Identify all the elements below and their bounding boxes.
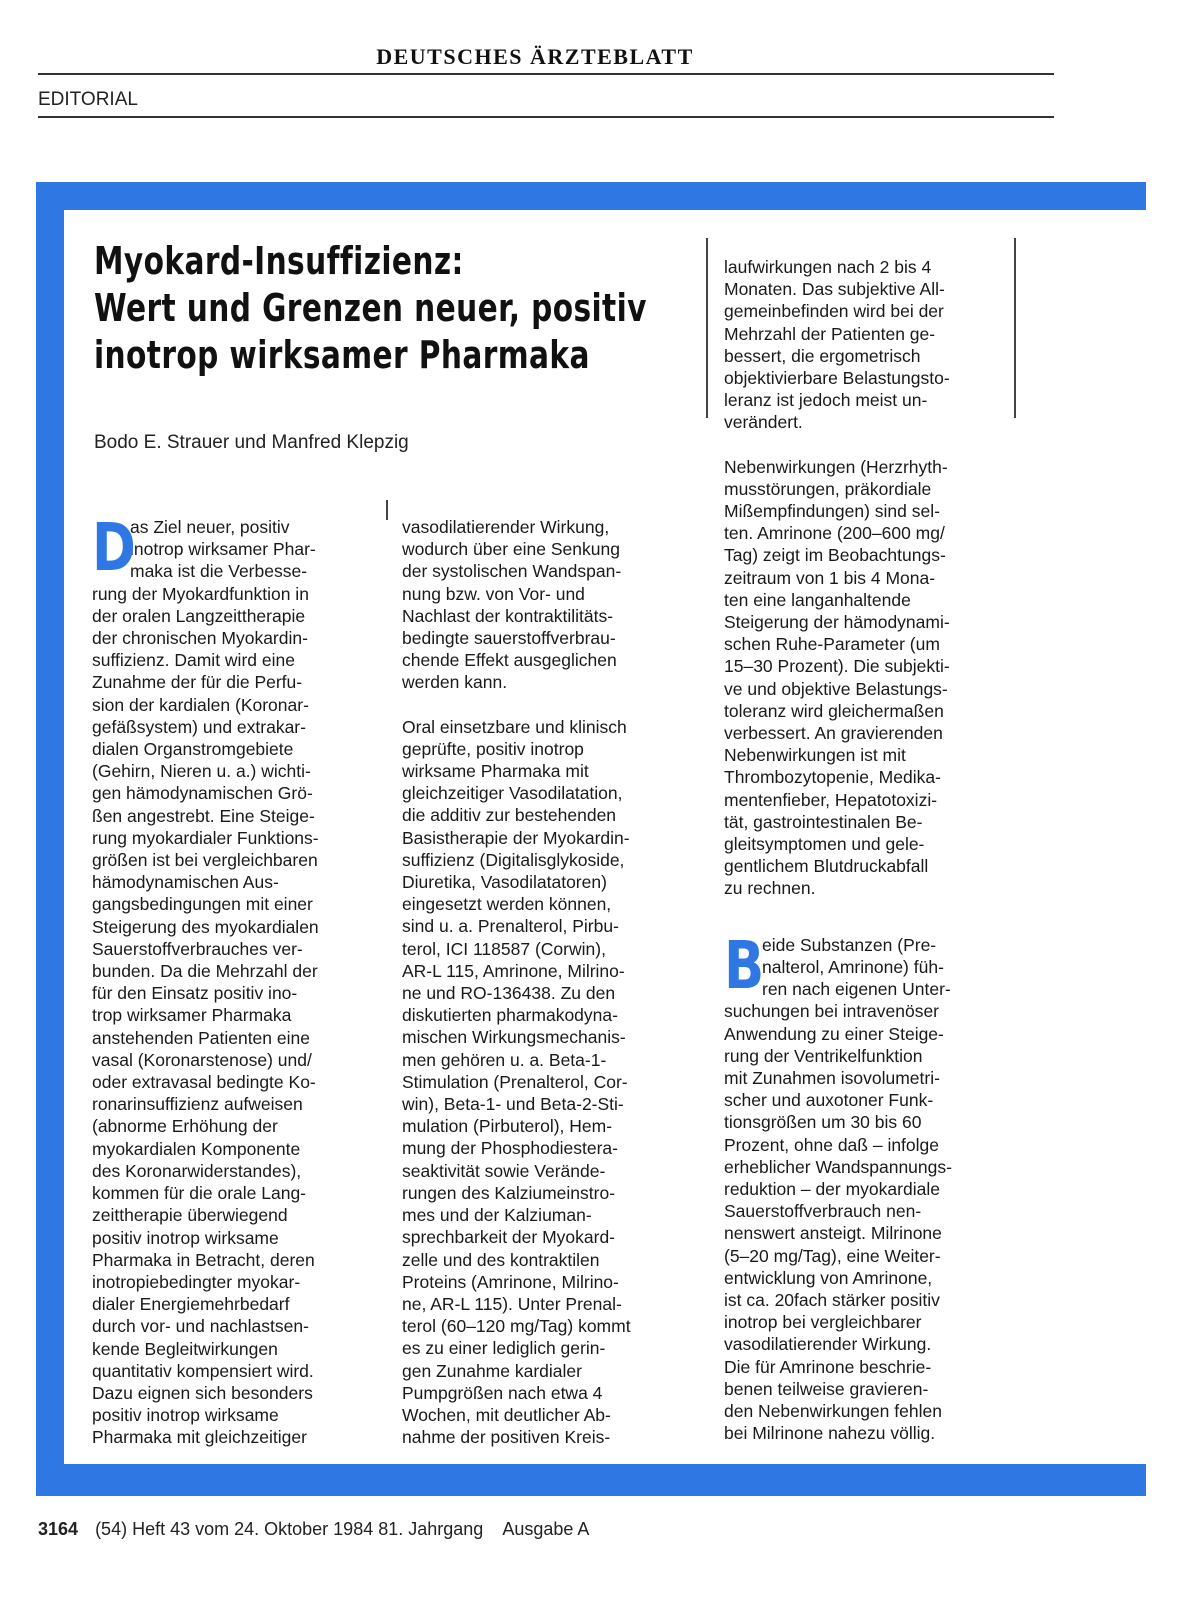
text-line: für den Einsatz positiv ino-	[92, 983, 298, 1004]
text-line: mung der Phosphodiestera-	[402, 1138, 618, 1159]
text-line: eide Substanzen (Pre-	[762, 934, 937, 955]
text-line: vasodilatierender Wirkung.	[724, 1334, 932, 1355]
header-rule-bottom	[38, 116, 1054, 118]
text-line: suffizienz. Damit wird eine	[92, 650, 295, 671]
title-line: inotrop wirksamer Pharmaka	[94, 333, 590, 377]
text-line: Mehrzahl der Patienten ge-	[724, 323, 936, 344]
text-line: Anwendung zu einer Steige-	[724, 1023, 944, 1044]
text-line: Thrombozytopenie, Medika-	[724, 767, 941, 788]
text-line: Mißempfindungen) sind sel-	[724, 501, 940, 522]
text-line: Pharmaka in Betracht, deren	[92, 1249, 315, 1270]
text-line: quantitativ kompensiert wird.	[92, 1360, 314, 1381]
text-line: gen Zunahme kardialer	[402, 1360, 582, 1381]
dropcap-d: D	[92, 509, 136, 586]
text-line: nenswert ansteigt. Milrinone	[724, 1223, 942, 1244]
text-line: bunden. Da die Mehrzahl der	[92, 961, 318, 982]
text-line: sion der kardialen (Koronar-	[92, 694, 309, 715]
text-line: Die für Amrinone beschrie-	[724, 1356, 932, 1377]
column-2-paragraph-1	[402, 516, 687, 694]
text-line: sind u. a. Prenalterol, Pirbu-	[402, 916, 619, 937]
text-line: der oralen Langzeittherapie	[92, 605, 306, 626]
text-line: erheblicher Wandspannungs-	[724, 1156, 952, 1177]
text-line: kende Begleitwirkungen	[92, 1338, 278, 1359]
text-line: verändert.	[724, 412, 803, 433]
text-line: ten. Amrinone (200–600 mg/	[724, 523, 945, 544]
text-line: vasal (Koronarstenose) und/	[92, 1049, 312, 1070]
text-line: verbessert. An gravierenden	[724, 723, 943, 744]
text-line: Oral einsetzbare und klinisch	[402, 716, 627, 737]
text-line: mit Zunahmen isovolumetri-	[724, 1067, 940, 1088]
column-divider	[1014, 238, 1016, 418]
text-line: laufwirkungen nach 2 bis 4	[724, 257, 932, 277]
column-2-paragraph-2	[402, 716, 687, 1449]
text-line: rung der Ventrikelfunktion	[724, 1045, 923, 1066]
text-line: toleranz wird gleichermaßen	[724, 700, 944, 721]
text-line: Monaten. Das subjektive All-	[724, 279, 945, 300]
text-line: bei Milrinone nahezu völlig.	[724, 1423, 936, 1444]
issue-info: (54) Heft 43 vom 24. Oktober 1984 81. Jahrgang	[95, 1519, 484, 1539]
text-line: vasodilatierender Wirkung,	[402, 517, 610, 537]
text-line: ve und objektive Belastungs-	[724, 678, 948, 699]
text-line: tionsgrößen um 30 bis 60	[724, 1112, 922, 1133]
section-label: EDITORIAL	[38, 89, 138, 110]
text-line: es zu einer lediglich gerin-	[402, 1338, 606, 1359]
text-line: gleitsymptomen und gele-	[724, 834, 925, 855]
text-line: wirksame Pharmaka mit	[402, 761, 589, 782]
text-line: ist ca. 20fach stärker positiv	[724, 1289, 940, 1310]
text-line: durch vor- und nachlastsen-	[92, 1316, 309, 1337]
text-line: Dazu eignen sich besonders	[92, 1382, 313, 1403]
text-line: Steigerung des myokardialen	[92, 916, 319, 937]
text-line: Stimulation (Prenalterol, Cor-	[402, 1071, 628, 1092]
text-line: Pumpgrößen nach etwa 4	[402, 1382, 603, 1403]
title-line: Myokard-Insuffizienz:	[94, 239, 464, 283]
text-line: gentlichem Blutdruckabfall	[724, 856, 929, 877]
dropcap-b: B	[724, 926, 765, 1004]
column-1-body	[92, 583, 377, 1449]
column-divider	[706, 238, 708, 418]
text-line: der chronischen Myokardin-	[92, 628, 308, 649]
text-line: inotrop bei vergleichbarer	[724, 1312, 922, 1333]
column-3-paragraph-1	[724, 256, 1009, 434]
text-line: rungen des Kalziumeinstro-	[402, 1182, 616, 1203]
text-line: entwicklung von Amrinone,	[724, 1267, 933, 1288]
text-line: ne, AR-L 115). Unter Prenal-	[402, 1293, 622, 1314]
text-line: positiv inotrop wirksame	[92, 1405, 279, 1426]
column-2	[402, 516, 687, 1448]
text-line: (5–20 mg/Tag), eine Weiter-	[724, 1245, 941, 1266]
text-line: bedingte sauerstoffverbrau-	[402, 628, 616, 649]
text-line: suffizienz (Digitalisglykoside,	[402, 849, 625, 870]
text-line: maka ist die Verbesse-	[130, 561, 308, 582]
text-line: 15–30 Prozent). Die subjekti-	[724, 656, 950, 677]
text-line: eingesetzt werden können,	[402, 894, 612, 915]
text-line: ten eine langanhaltende	[724, 589, 911, 610]
text-line: geprüfte, positiv inotrop	[402, 738, 584, 759]
text-line: Steigerung der hämodynami-	[724, 612, 950, 633]
text-line: die additiv zur bestehenden	[402, 805, 617, 826]
text-line: gleichzeitiger Vasodilatation,	[402, 783, 623, 804]
page-footer	[38, 1519, 589, 1540]
text-line: Diuretika, Vasodilatatoren)	[402, 872, 607, 893]
text-line: Nachlast der kontraktilitäts-	[402, 605, 614, 626]
text-line: Pharmaka mit gleichzeitiger	[92, 1427, 307, 1448]
text-line: Sauerstoffverbrauches ver-	[92, 938, 303, 959]
text-line: nung bzw. von Vor- und	[402, 583, 585, 604]
text-line: zelle und des kontraktilen	[402, 1249, 600, 1270]
text-line: trop wirksamer Pharmaka	[92, 1005, 292, 1026]
text-line: Proteins (Amrinone, Milrino-	[402, 1271, 619, 1292]
text-line: seaktivität sowie Verände-	[402, 1160, 606, 1181]
text-line: mulation (Pirbuterol), Hem-	[402, 1116, 613, 1137]
text-line: as Ziel neuer, positiv	[130, 517, 290, 537]
text-line: men gehören u. a. Beta-1-	[402, 1049, 607, 1070]
text-line: tät, gastrointestinalen Be-	[724, 811, 923, 832]
text-line: myokardialen Komponente	[92, 1138, 301, 1159]
column-divider	[386, 500, 388, 520]
text-line: chende Effekt ausgeglichen	[402, 650, 617, 671]
text-line: Sauerstoffverbrauch nen-	[724, 1201, 922, 1222]
text-line: nahme der positiven Kreis-	[402, 1427, 611, 1448]
text-line: inotrop wirksamer Phar-	[130, 539, 316, 560]
title-line: Wert und Grenzen neuer, positiv	[94, 286, 647, 330]
text-line: größen ist bei vergleichbaren	[92, 850, 318, 871]
column-3	[724, 256, 1009, 1444]
text-line: rung myokardialer Funktions-	[92, 827, 319, 848]
header-rule-top	[38, 73, 1054, 75]
text-line: positiv inotrop wirksame	[92, 1227, 279, 1248]
text-line: der systolischen Wandspan-	[402, 561, 622, 582]
text-line: mes und der Kalziuman-	[402, 1205, 592, 1226]
text-line: Wochen, mit deutlicher Ab-	[402, 1404, 611, 1425]
text-line: Tag) zeigt im Beobachtungs-	[724, 545, 946, 566]
text-line: ren nach eigenen Unter-	[762, 979, 951, 1000]
edition: Ausgabe A	[502, 1519, 590, 1539]
text-line: reduktion – der myokardiale	[724, 1178, 940, 1199]
text-line: diskutierten pharmakodyna-	[402, 1005, 618, 1026]
text-line: suchungen bei intravenöser	[724, 1001, 940, 1022]
article-title	[94, 238, 647, 379]
text-line: Basistherapie der Myokardin-	[402, 827, 630, 848]
text-line: oder extravasal bedingte Ko-	[92, 1072, 316, 1093]
text-line: (abnorme Erhöhung der	[92, 1116, 278, 1137]
text-line: bessert, die ergometrisch	[724, 345, 921, 366]
text-line: anstehenden Patienten eine	[92, 1027, 310, 1048]
text-line: schen Ruhe-Parameter (um	[724, 634, 940, 655]
text-line: ßen angestrebt. Eine Steige-	[92, 805, 315, 826]
text-line: benen teilweise gravieren-	[724, 1378, 929, 1399]
text-line: mischen Wirkungsmechanis-	[402, 1027, 626, 1048]
text-line: Zunahme der für die Perfu-	[92, 672, 303, 693]
text-line: AR-L 115, Amrinone, Milrino-	[402, 960, 625, 981]
text-line: den Nebenwirkungen fehlen	[724, 1400, 942, 1421]
text-line: Prozent, ohne daß – infolge	[724, 1134, 940, 1155]
text-line: mentenfieber, Hepatotoxizi-	[724, 789, 938, 810]
text-line: rung der Myokardfunktion in	[92, 583, 309, 604]
text-line: musstörungen, präkordiale	[724, 478, 932, 499]
text-line: gen hämodynamischen Grö-	[92, 783, 313, 804]
column-1	[92, 509, 377, 1449]
text-line: scher und auxotoner Funk-	[724, 1090, 934, 1111]
column-3-paragraph-2	[724, 456, 1009, 900]
text-line: nalterol, Amrinone) füh-	[762, 956, 944, 977]
text-line: win), Beta-1- und Beta-2-Sti-	[402, 1094, 624, 1115]
text-line: gemeinbefinden wird bei der	[724, 301, 944, 322]
text-line: sprechbarkeit der Myokard-	[402, 1227, 615, 1248]
text-line: dialer Energiemehrbedarf	[92, 1294, 290, 1315]
text-line: Nebenwirkungen (Herzrhyth-	[724, 456, 948, 477]
text-line: dialen Organstromgebiete	[92, 739, 294, 760]
page-number: 3164	[38, 1519, 79, 1539]
text-line: inotropiebedingter myokar-	[92, 1271, 301, 1292]
text-line: gangsbedingungen mit einer	[92, 894, 313, 915]
text-line: leranz ist jedoch meist un-	[724, 390, 928, 411]
article-authors: Bodo E. Strauer und Manfred Klepzig	[94, 432, 409, 453]
text-line: kommen für die orale Lang-	[92, 1183, 306, 1204]
text-line: terol (60–120 mg/Tag) kommt	[402, 1316, 631, 1337]
text-line: ronarinsuffizienz aufweisen	[92, 1094, 303, 1115]
text-line: zeittherapie überwiegend	[92, 1205, 288, 1226]
text-line: hämodynamischen Aus-	[92, 872, 279, 893]
masthead: DEUTSCHES ÄRZTEBLATT	[376, 44, 694, 69]
text-line: ne und RO-136438. Zu den	[402, 983, 616, 1004]
text-line: terol, ICI 118587 (Corwin),	[402, 938, 606, 959]
text-line: objektivierbare Belastungsto-	[724, 368, 950, 389]
text-line: zu rechnen.	[724, 878, 816, 899]
text-line: des Koronarwiderstandes),	[92, 1160, 302, 1181]
text-line: gefäßsystem) und extrakar-	[92, 716, 306, 737]
column-3-paragraph-3	[724, 1000, 1009, 1444]
text-line: wodurch über eine Senkung	[402, 539, 620, 560]
text-line: (Gehirn, Nieren u. a.) wichti-	[92, 761, 311, 782]
text-line: werden kann.	[402, 672, 508, 693]
text-line: Nebenwirkungen ist mit	[724, 745, 906, 766]
text-line: zeitraum von 1 bis 4 Mona-	[724, 567, 936, 588]
